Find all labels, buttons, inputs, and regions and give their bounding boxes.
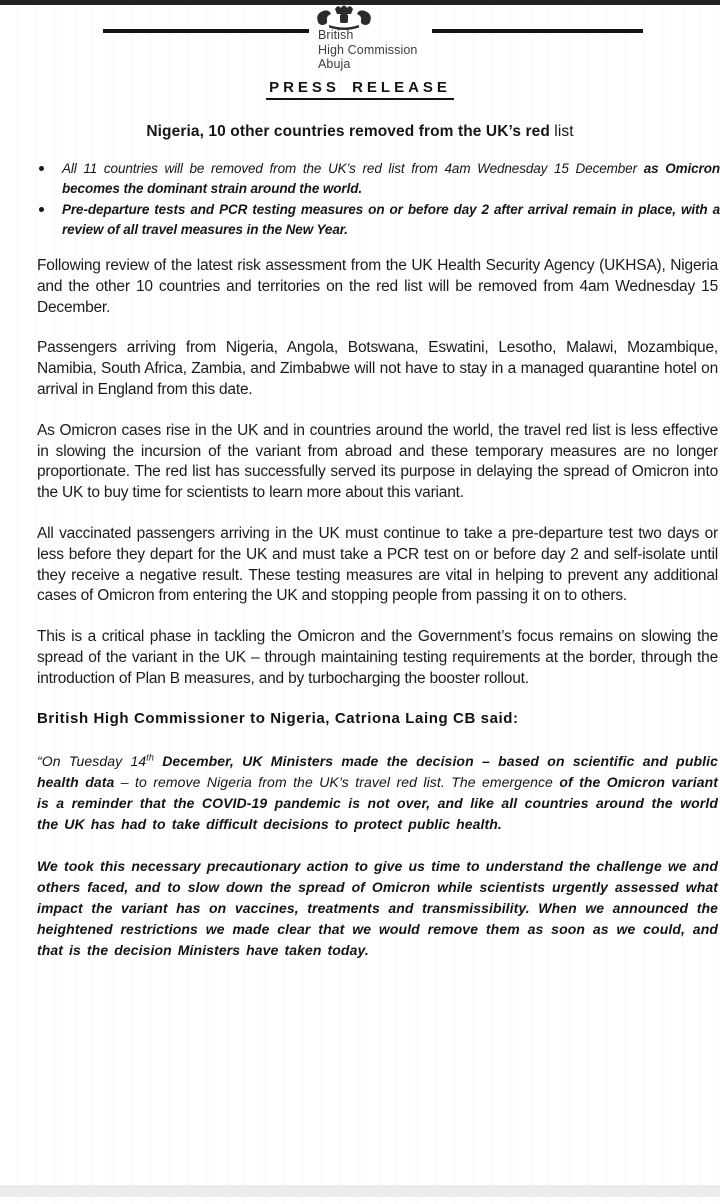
summary-bullet-list (30, 159, 720, 241)
body-copy (37, 256, 718, 982)
bullet-item-1 (30, 159, 720, 198)
quote1-bold-segment-1: December, UK Ministers made the decision – based on scientific and public health data (37, 752, 718, 790)
paragraph-3: As Omicron cases rise in the UK and in countries around the world, the travel red list is less effective in slowing the incursion of the variant from abroad and these temporary measures are no longer proportionate. The red list has successfully served its purpose in delaying the spread of Omicron into the UK to buy time for scientists to learn more about this variant. (37, 421, 718, 502)
paragraph-5: This is a critical phase in tackling the Omicron and the Government’s focus remains on slowing the spread of the variant in the UK – through maintaining testing requirements at the border, through the introduction of Plan B measures, and by turbocharging the booster rollout. (37, 628, 718, 687)
headline (0, 123, 720, 141)
quote1-opening-text: “On Tuesday 14th (37, 751, 154, 769)
org-name-line3: Abuja (318, 57, 351, 71)
bullet-dot-icon (39, 166, 44, 171)
org-name-line2: High Commission (318, 42, 418, 57)
bullet-1-regular-text: All 11 countries will be removed from the UK’s red list from 4am Wednesday 15 December (62, 161, 644, 176)
paragraph-1: Following review of the latest risk assessment from the UK Health Security Agency (UKHSA), Nigeria and the other 10 countries and territories on the red list will be removed from 4am Wednesday 15 December. (37, 257, 718, 316)
quote-paragraph-1 (37, 751, 718, 835)
quote-paragraph-2: We took this necessary precautionary action to give us time to understand the challenge we and others faced, and to slow down the spread of Omicron while scientists urgently assessed what impact the variant has on vaccines, treatments and transmissibility. When we announced the heightened restrictions we made clear that we would remove them as soon as we could, and that is the decision Ministers have taken today. (37, 857, 718, 958)
paragraph-2: Passengers arriving from Nigeria, Angola, Botswana, Eswatini, Lesotho, Malawi, Mozambique, Namibia, South Africa, Zambia, and Zimbabwe will not have to stay in a managed quarantine hotel on arrival in England from this date. (37, 339, 718, 398)
header-rule-right (432, 29, 643, 33)
bullet-item-2 (30, 200, 720, 239)
quote1-regular-segment: – to remove Nigeria from the UK’s travel red list. The emergence (120, 773, 560, 790)
headline-regular-suffix: list (554, 123, 574, 140)
press-release-title: PRESS RELEASE (266, 79, 454, 100)
page-bottom-edge (0, 1185, 720, 1197)
quote1-bold-segment-2: of the Omicron variant is a reminder that the COVID-19 pandemic is not over, and like all countries around the world the UK has had to take difficult decisions to protect public health. (37, 773, 718, 832)
quote1-ordinal-suffix: th (146, 751, 154, 762)
commissioner-heading: British High Commissioner to Nigeria, Catriona Laing CB said: (37, 709, 519, 727)
bullet-2-bold-text: Pre-departure tests and PCR testing measures on or before day 2 after arrival remain in place, with a review of all travel measures in the New Year. (62, 202, 720, 237)
header-rule-left (103, 29, 309, 33)
headline-bold-text: Nigeria, 10 other countries removed from the UK’s red (146, 123, 555, 140)
org-name-line1: British (318, 28, 354, 42)
paragraph-4: All vaccinated passengers arriving in the UK must continue to take a pre-departure test two days or less before they depart for the UK and must take a PCR test on or before day 2 and self-isolate until they receive a negative result. These testing measures are vital in helping to prevent any additional cases of Omicron from entering the UK and stopping people from passing it on to others. (37, 524, 718, 605)
press-release-title-row (0, 79, 720, 100)
bullet-dot-icon (39, 207, 44, 212)
bullet-1-bold-text: as Omicron becomes the dominant strain around the world. (62, 161, 720, 196)
org-name-block (318, 28, 417, 72)
